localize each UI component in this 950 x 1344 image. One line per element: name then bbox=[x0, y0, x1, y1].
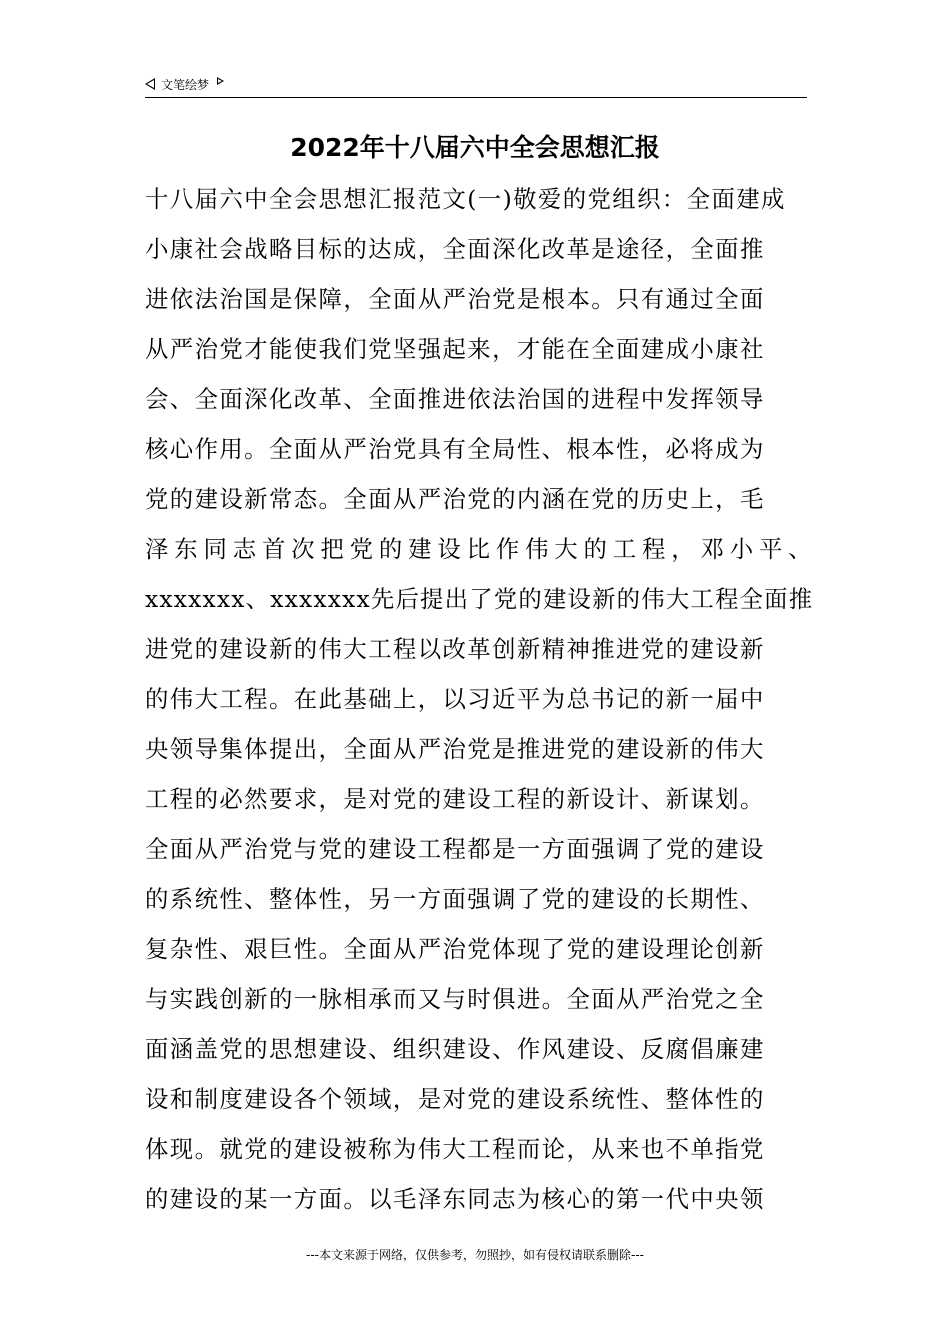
header-divider bbox=[145, 97, 807, 98]
body-line: 党的建设新常态。全面从严治党的内涵在党的历史上，毛 bbox=[145, 485, 765, 513]
body-line: 与实践创新的一脉相承而又与时俱进。全面从严治党之全 bbox=[145, 985, 765, 1013]
header-label: 文笔绘梦 bbox=[161, 77, 210, 92]
body-line: 央领导集体提出，全面从严治党是推进党的建设新的伟大 bbox=[145, 735, 765, 763]
body-line: 的伟大工程。在此基础上，以习近平为总书记的新一届中 bbox=[145, 685, 765, 713]
body-line: 复杂性、艰巨性。全面从严治党体现了党的建设理论创新 bbox=[145, 935, 765, 963]
body-line: 十八届六中全会思想汇报范文(一)敬爱的党组织：全面建成 bbox=[145, 185, 786, 213]
triangle-right-icon bbox=[217, 77, 224, 85]
body-line: 进依法治国是保障，全面从严治党是根本。只有通过全面 bbox=[145, 285, 765, 313]
body-line: 核心作用。全面从严治党具有全局性、根本性，必将成为 bbox=[145, 435, 765, 463]
page-header bbox=[145, 72, 807, 96]
body-line: 泽东同志首次把党的建设比作伟大的工程，邓小平、 bbox=[145, 535, 813, 563]
body-line: 小康社会战略目标的达成，全面深化改革是途径，全面推 bbox=[145, 235, 765, 263]
body-line: 从严治党才能使我们党坚强起来，才能在全面建成小康社 bbox=[145, 335, 765, 363]
triangle-left-icon bbox=[145, 78, 155, 90]
body-line: 工程的必然要求，是对党的建设工程的新设计、新谋划。 bbox=[145, 785, 765, 813]
body-line: 进党的建设新的伟大工程以改革创新精神推进党的建设新 bbox=[145, 635, 765, 663]
body-line: xxxxxxx、xxxxxxx先后提出了党的建设新的伟大工程全面推 bbox=[145, 585, 814, 613]
body-line: 体现。就党的建设被称为伟大工程而论，从来也不单指党 bbox=[145, 1135, 765, 1163]
body-line: 全面从严治党与党的建设工程都是一方面强调了党的建设 bbox=[145, 835, 765, 863]
body-line: 的建设的某一方面。以毛泽东同志为核心的第一代中央领 bbox=[145, 1185, 765, 1213]
body-line: 设和制度建设各个领域，是对党的建设系统性、整体性的 bbox=[145, 1085, 765, 1113]
footer-disclaimer: ---本文来源于网络，仅供参考，勿照抄，如有侵权请联系删除--- bbox=[306, 1248, 644, 1262]
document-title: 2022年十八届六中全会思想汇报 bbox=[290, 133, 660, 162]
document-body bbox=[145, 174, 813, 1224]
body-line: 的系统性、整体性，另一方面强调了党的建设的长期性、 bbox=[145, 885, 765, 913]
body-line: 面涵盖党的思想建设、组织建设、作风建设、反腐倡廉建 bbox=[145, 1035, 765, 1063]
body-line: 会、全面深化改革、全面推进依法治国的进程中发挥领导 bbox=[145, 385, 765, 413]
